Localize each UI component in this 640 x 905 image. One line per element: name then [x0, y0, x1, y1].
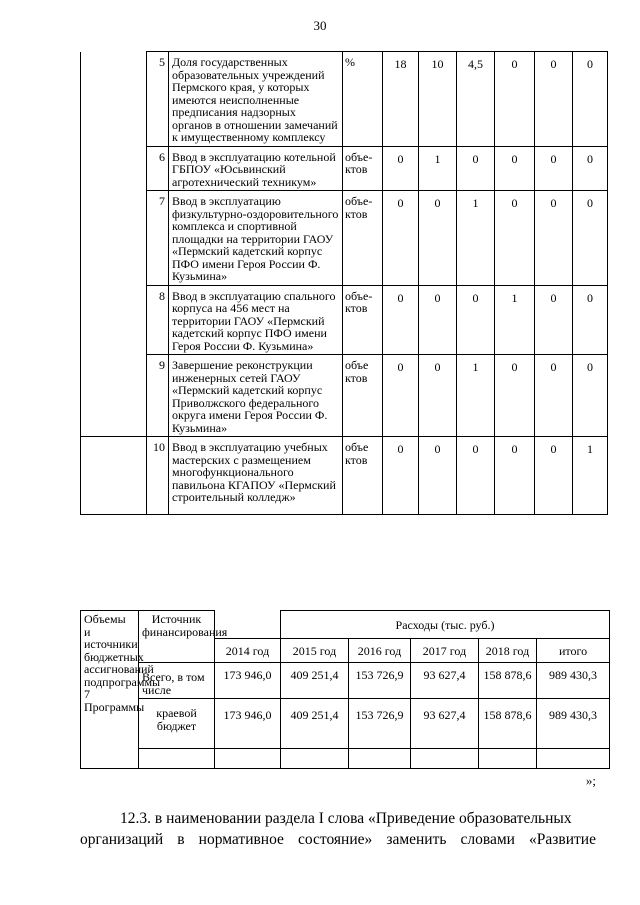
indicator-value: 1: [457, 191, 495, 286]
indicator-value: 0: [573, 355, 608, 437]
indicator-value: 0: [457, 437, 495, 515]
indicator-unit: объе ктов: [343, 437, 383, 515]
indicators-table: [80, 51, 608, 515]
year-header: 2014 год: [215, 639, 281, 663]
year-header: 2015 год: [281, 639, 349, 663]
indicator-row: [81, 437, 608, 515]
funding-source: Всего, в том числе: [139, 663, 215, 699]
indicator-value: 0: [573, 146, 608, 191]
funding-value: 93 627,4: [411, 663, 479, 699]
indicator-value: 0: [573, 285, 608, 355]
indicator-row: [81, 146, 608, 191]
indicator-value: 1: [419, 146, 457, 191]
indicator-row: [81, 285, 608, 355]
indicator-value: 0: [383, 285, 419, 355]
indicator-value: 0: [535, 437, 573, 515]
indicator-number: 6: [147, 146, 169, 191]
funding-value: 158 878,6: [479, 699, 537, 749]
indicator-name: Ввод в эксплуатацию физкультурно-оздоровительного комплекса и спортивной площадки на территории ГАОУ «Пермский кадетский корпус ПФО имени Героя России Ф. Кузьмина»: [169, 191, 343, 286]
indicator-value: 1: [573, 437, 608, 515]
indicator-value: 18: [383, 52, 419, 147]
funding-value: 153 726,9: [349, 699, 411, 749]
amendment-paragraph-line2: организаций в нормативное состояние» заменить словами «Развитие: [80, 831, 596, 848]
funding-value: 173 946,0: [215, 699, 281, 749]
indicator-unit: %: [343, 52, 383, 147]
indicator-value: 0: [457, 285, 495, 355]
indicator-row: [81, 355, 608, 437]
funding-value: 173 946,0: [215, 663, 281, 699]
indicator-value: 0: [573, 52, 608, 147]
indicator-value: 1: [457, 355, 495, 437]
indicator-value: 0: [457, 146, 495, 191]
indicator-value: 0: [419, 191, 457, 286]
indicator-row: [81, 52, 608, 147]
indicator-value: 1: [495, 285, 535, 355]
indicator-unit: объе-ктов: [343, 146, 383, 191]
indicator-name: Ввод в эксплуатацию спального корпуса на 456 мест на территории ГАОУ «Пермский кадетский корпус ПФО имени Героя России Ф. Кузьмина»: [169, 285, 343, 355]
page-number: 30: [313, 18, 327, 33]
expenses-header: Расходы (тыс. руб.): [281, 611, 610, 639]
indicator-value: 0: [495, 191, 535, 286]
indicator-value: 0: [383, 146, 419, 191]
indicator-value: 0: [495, 52, 535, 147]
funding-value: 989 430,3: [537, 699, 610, 749]
indicator-value: 0: [419, 285, 457, 355]
indicator-blank-cell: [81, 355, 147, 437]
indicator-name: Ввод в эксплуатацию котельной ГБПОУ «Юсьвинский агротехнический техникум»: [169, 146, 343, 191]
indicator-value: 0: [535, 146, 573, 191]
indicator-name: Ввод в эксплуатацию учебных мастерских с размещением многофункционального павильона КГАПОУ «Пермский строительный колледж»: [169, 437, 343, 515]
funding-value: 409 251,4: [281, 699, 349, 749]
indicator-unit: объе-ктов: [343, 285, 383, 355]
funding-value: 158 878,6: [479, 663, 537, 699]
indicator-value: 0: [535, 191, 573, 286]
funding-row-label: Объемы и источники бюджетных ассигнований подпрограммы 7 Программы: [81, 611, 139, 769]
indicator-value: 0: [383, 437, 419, 515]
indicator-blank-cell: [81, 285, 147, 355]
funding-value: 989 430,3: [537, 663, 610, 699]
indicator-value: 10: [419, 52, 457, 147]
indicator-number: 10: [147, 437, 169, 515]
indicator-unit: объе ктов: [343, 355, 383, 437]
indicator-blank-cell: [81, 52, 147, 147]
indicator-value: 0: [419, 437, 457, 515]
indicator-blank-cell: [81, 146, 147, 191]
funding-value: 153 726,9: [349, 663, 411, 699]
indicator-value: 0: [535, 285, 573, 355]
indicator-value: 0: [573, 191, 608, 286]
indicator-number: 9: [147, 355, 169, 437]
indicator-value: 0: [383, 355, 419, 437]
indicator-value: 0: [535, 355, 573, 437]
funding-source: краевой бюджет: [139, 699, 215, 749]
year-header: 2016 год: [349, 639, 411, 663]
indicator-value: 0: [383, 191, 419, 286]
funding-table: [80, 610, 610, 769]
indicator-number: 8: [147, 285, 169, 355]
indicator-value: 0: [495, 355, 535, 437]
funding-value: 93 627,4: [411, 699, 479, 749]
indicator-value: 0: [495, 146, 535, 191]
year-header: 2017 год: [411, 639, 479, 663]
indicator-number: 7: [147, 191, 169, 286]
funding-value: 409 251,4: [281, 663, 349, 699]
indicator-row: [81, 191, 608, 286]
year-header: 2018 год: [479, 639, 537, 663]
year-header: итого: [537, 639, 610, 663]
closing-quote: »;: [585, 773, 596, 788]
indicator-name: Завершение реконструкции инженерных сетей ГАОУ «Пермский кадетский корпус Приволжского федерального округа имени Героя России Ф. Кузьмина»: [169, 355, 343, 437]
indicator-value: 0: [495, 437, 535, 515]
indicator-number: 5: [147, 52, 169, 147]
indicator-value: 0: [535, 52, 573, 147]
indicator-unit: объе-ктов: [343, 191, 383, 286]
source-header: Источник финансирования: [139, 611, 215, 663]
indicator-value: 0: [419, 355, 457, 437]
indicator-blank-cell: [81, 191, 147, 286]
indicator-blank-cell: [81, 437, 147, 515]
indicator-value: 4,5: [457, 52, 495, 147]
indicator-name: Доля государственных образовательных учреждений Пермского края, у которых имеются неисполненные предписания надзорных органов в отношении замечаний к имущественному комплексу: [169, 52, 343, 147]
amendment-paragraph-line1: 12.3. в наименовании раздела I слова «Приведение образовательных: [120, 810, 572, 827]
